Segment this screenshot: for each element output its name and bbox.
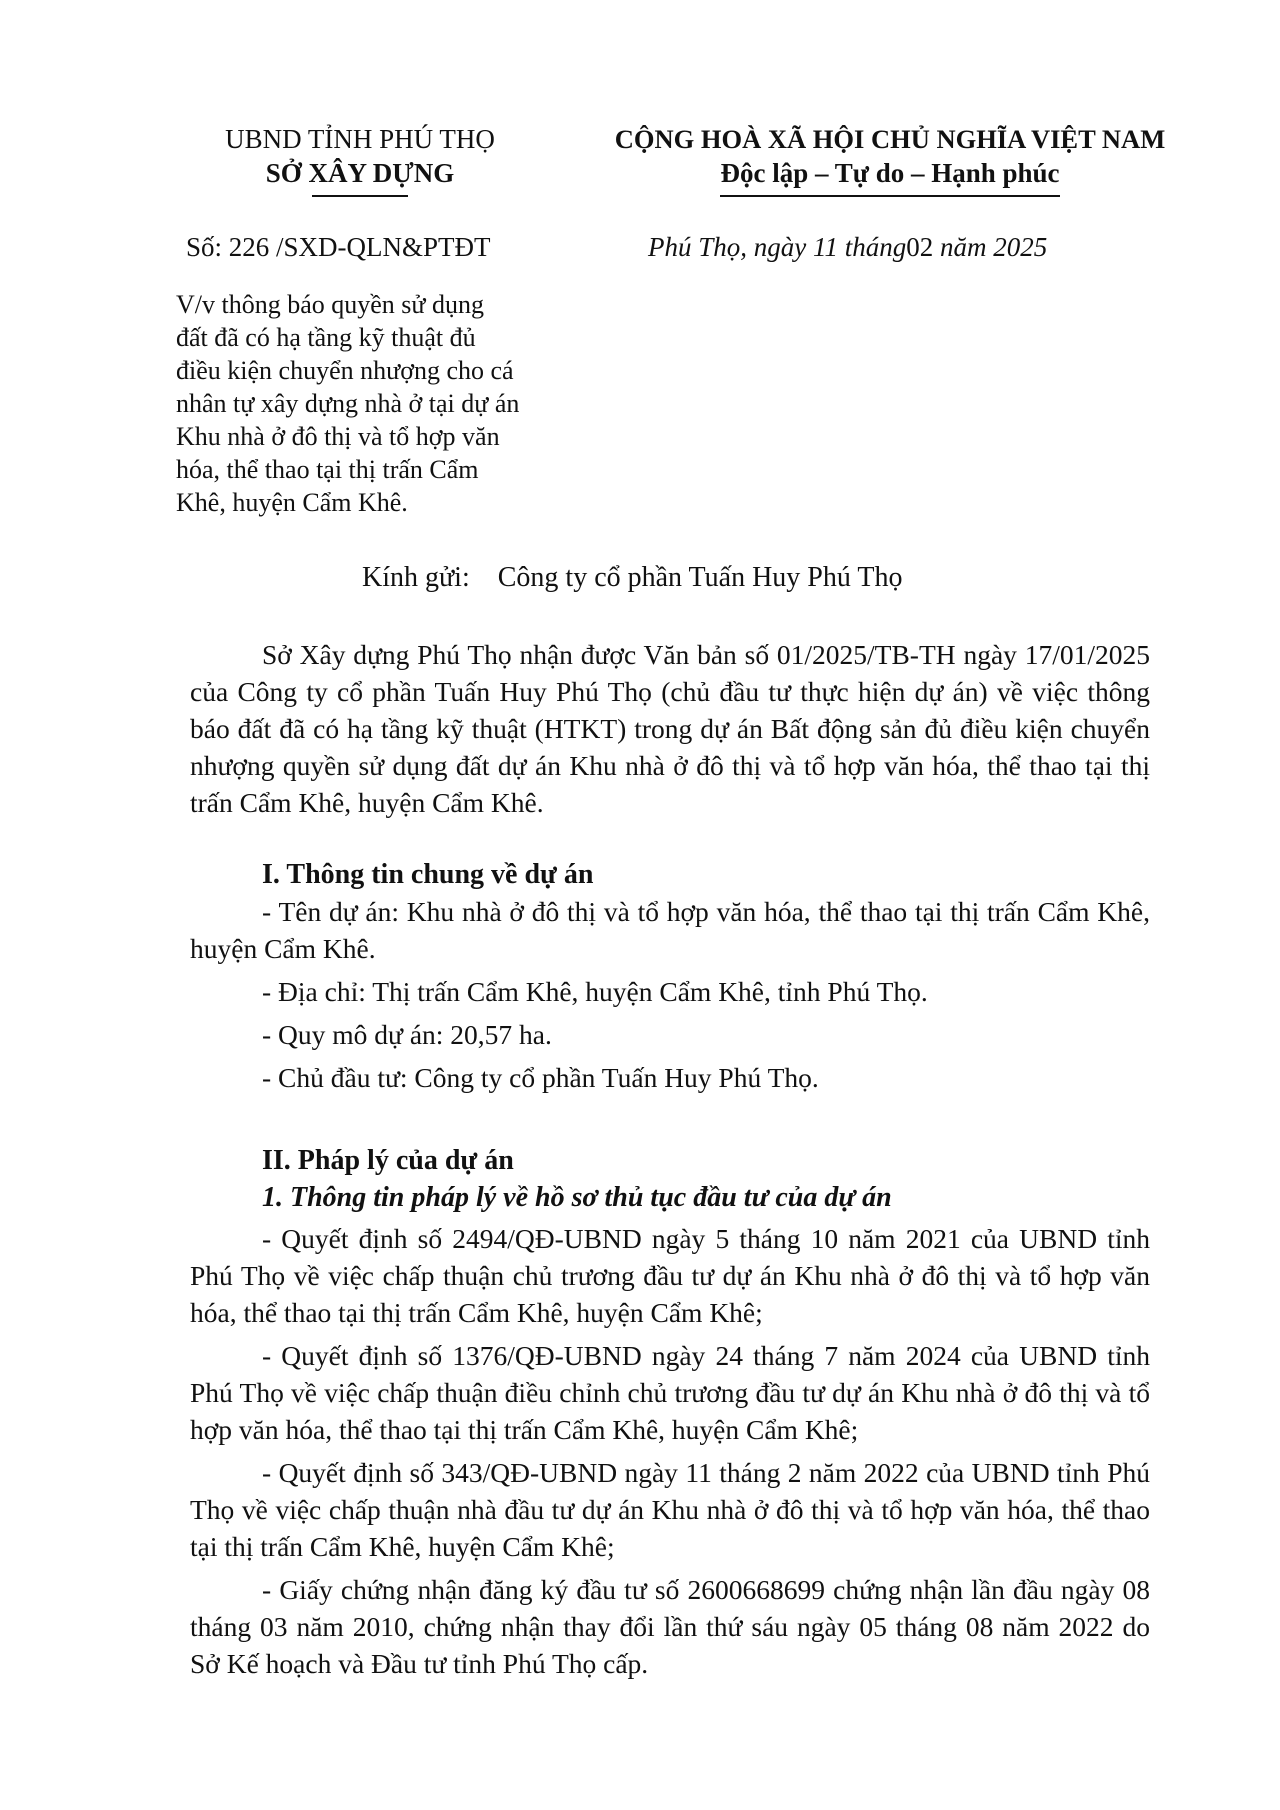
motto-underline: [720, 195, 1060, 197]
legal-item: - Quyết định số 2494/QĐ-UBND ngày 5 tháng 10 năm 2021 của UBND tỉnh Phú Thọ về việc chấp thuận chủ trương đầu tư dự án Khu nhà ở đô thị và tổ hợp văn hóa, thể thao tại thị trấn Cẩm Khê, huyện Cẩm Khê;: [190, 1223, 1150, 1328]
section-1-title: I. Thông tin chung về dự án: [262, 859, 594, 890]
issuer-parent: UBND TỈNH PHÚ THỌ: [225, 124, 495, 154]
subject-line: V/v thông báo quyền sử dụng: [176, 290, 485, 319]
subject-line: nhân tự xây dựng nhà ở tại dự án: [176, 389, 520, 418]
number-suffix: /SXD-QLN&PTĐT: [276, 232, 491, 262]
document-date: [648, 232, 1047, 263]
national-motto: Độc lập – Tự do – Hạnh phúc: [720, 158, 1060, 188]
issuer-block: [180, 122, 540, 190]
national-title: CỘNG HOÀ XÃ HỘI CHỦ NGHĨA VIỆT NAM: [614, 124, 1166, 154]
number-prefix: Số:: [186, 232, 223, 262]
subject-line: đất đã có hạ tầng kỹ thuật đủ: [176, 323, 476, 352]
legal-item: - Quyết định số 1376/QĐ-UBND ngày 24 tháng 7 năm 2024 của UBND tỉnh Phú Thọ về việc chấp thuận điều chỉnh chủ trương đầu tư dự án Khu nhà ở đô thị và tổ hợp văn hóa, thể thao tại thị trấn Cẩm Khê, huyện Cẩm Khê;: [190, 1340, 1150, 1445]
project-address-item: - Địa chỉ: Thị trấn Cẩm Khê, huyện Cẩm Khê, tỉnh Phú Thọ.: [262, 976, 928, 1007]
recipient-label: Kính gửi:: [362, 562, 470, 593]
intro-paragraph: Sở Xây dựng Phú Thọ nhận được Văn bản số 01/2025/TB-TH ngày 17/01/2025 của Công ty cổ phần Tuấn Huy Phú Thọ (chủ đầu tư thực hiện dự án) về việc thông báo đất đã có hạ tầng kỹ thuật (HTKT) trong dự án Bất động sản đủ điều kiện chuyển nhượng quyền sử dụng đất dự án Khu nhà ở đô thị và tổ hợp văn hóa, thể thao tại thị trấn Cẩm Khê, huyện Cẩm Khê.: [190, 639, 1150, 818]
date-suffix: năm 2025: [940, 232, 1048, 262]
subject-line: hóa, thể thao tại thị trấn Cẩm: [176, 455, 479, 484]
legal-item: - Giấy chứng nhận đăng ký đầu tư số 2600668699 chứng nhận lần đầu ngày 08 tháng 03 năm 2010, chứng nhận thay đổi lần thứ sáu ngày 05 tháng 08 năm 2022 do Sở Kế hoạch và Đầu tư tỉnh Phú Thọ cấp.: [190, 1574, 1150, 1679]
section-2-title: II. Pháp lý của dự án: [262, 1145, 514, 1176]
national-header: [560, 122, 1220, 190]
intro-block: [190, 636, 1150, 831]
recipient-name: Công ty cổ phần Tuấn Huy Phú Thọ: [497, 562, 903, 593]
date-month: 02: [906, 232, 934, 262]
number-value: 226: [228, 232, 270, 262]
subject-line: Khu nhà ở đô thị và tổ hợp văn: [176, 422, 500, 451]
legal-item: - Quyết định số 343/QĐ-UBND ngày 11 tháng 2 năm 2022 của UBND tỉnh Phú Thọ về việc chấp thuận nhà đầu tư dự án Khu nhà ở đô thị và tổ hợp văn hóa, thể thao tại thị trấn Cẩm Khê, huyện Cẩm Khê;: [190, 1457, 1150, 1562]
project-name-item: - Tên dự án: Khu nhà ở đô thị và tổ hợp văn hóa, thể thao tại thị trấn Cẩm Khê, huyện Cẩm Khê.: [190, 896, 1150, 964]
project-investor-item: - Chủ đầu tư: Công ty cổ phần Tuấn Huy Phú Thọ.: [262, 1062, 819, 1093]
issuer-underline: [312, 195, 408, 197]
section-legal: [190, 1142, 1150, 1688]
subject-block: [176, 288, 554, 519]
subject-line: điều kiện chuyển nhượng cho cá: [176, 356, 514, 385]
project-scale-item: - Quy mô dự án: 20,57 ha.: [262, 1019, 552, 1050]
date-prefix: Phú Thọ, ngày 11 tháng: [648, 232, 907, 262]
subject-line: Khê, huyện Cẩm Khê.: [176, 488, 408, 517]
section-2-subtitle: 1. Thông tin pháp lý về hồ sơ thủ tục đầu tư của dự án: [262, 1182, 892, 1213]
recipient-line: [362, 562, 902, 594]
issuer-name: SỞ XÂY DỰNG: [265, 158, 455, 188]
document-number: [186, 232, 491, 263]
section-general-info: [190, 856, 1150, 1102]
